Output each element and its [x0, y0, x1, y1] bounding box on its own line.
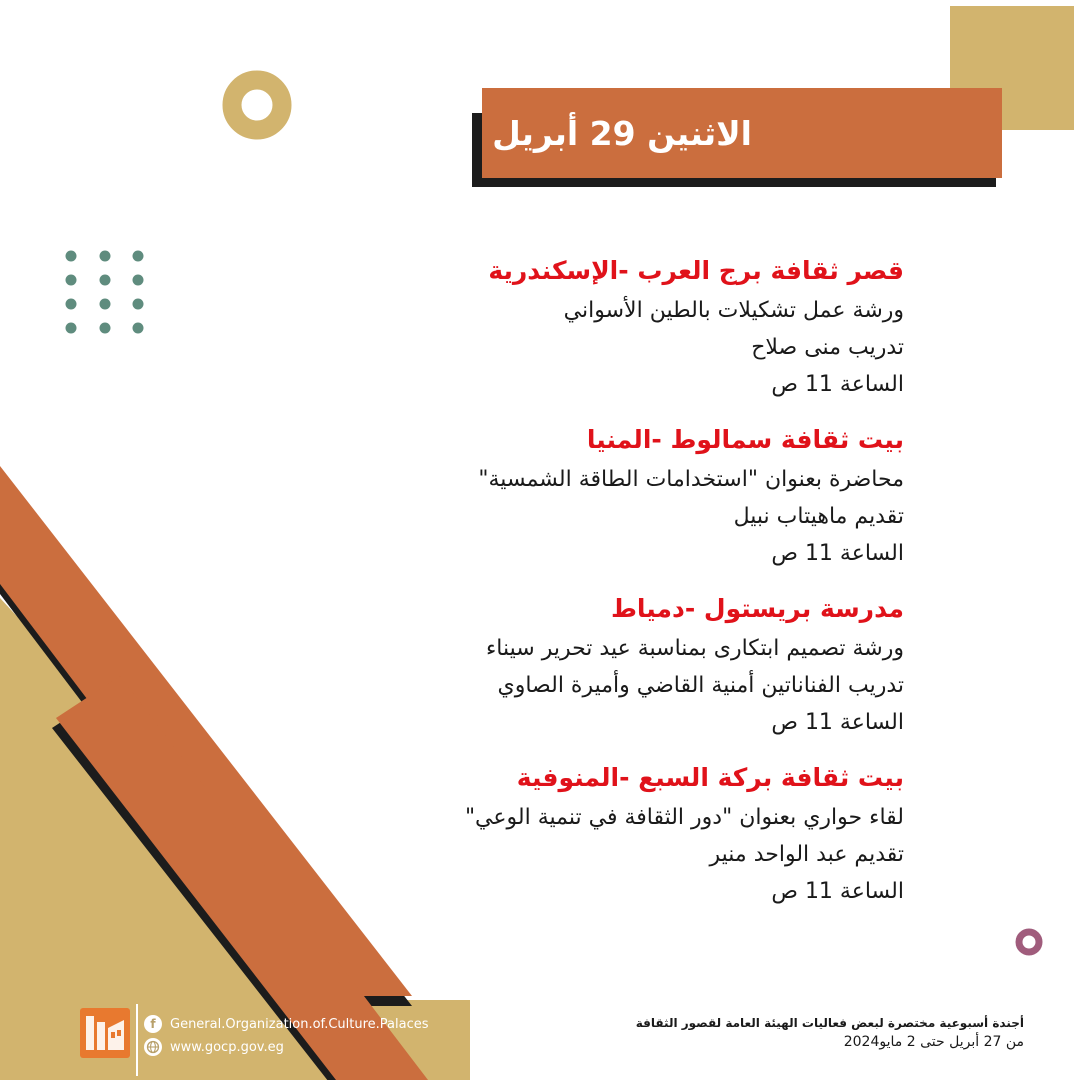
facebook-link[interactable]: [144, 1015, 429, 1033]
event-presenter: تدريب الفناناتين أمنية القاضي وأميرة الصاوي: [497, 673, 904, 698]
event-venue: بيت ثقافة بركة السبع -المنوفية: [516, 763, 904, 792]
event-activity: لقاء حواري بعنوان "دور الثقافة في تنمية الوعي": [464, 805, 904, 830]
event-activity: ورشة تصميم ابتكارى بمناسبة عيد تحرير سيناء: [485, 636, 904, 661]
event-item: [344, 419, 904, 572]
facebook-icon: f: [144, 1015, 162, 1033]
plum-ring-icon: [1019, 932, 1039, 952]
agenda-range: من 27 أبريل حتى 2 مايو2024: [843, 1034, 1024, 1050]
globe-icon: [144, 1038, 162, 1056]
event-time: الساعة 11 ص: [771, 372, 904, 397]
event-time: الساعة 11 ص: [771, 710, 904, 735]
date-title: الاثنين 29 أبريل: [492, 113, 752, 153]
agenda-title: أجندة أسبوعية مختصرة لبعض فعاليات الهيئة العامة لقصور الثقافة: [635, 1016, 1024, 1030]
agenda-note: [636, 1014, 1024, 1052]
event-time: الساعة 11 ص: [771, 879, 904, 904]
event-presenter: تدريب منى صلاح: [751, 335, 904, 360]
event-item: [344, 588, 904, 741]
event-item: [344, 250, 904, 403]
gold-ring-icon: [232, 80, 282, 130]
date-banner: [482, 88, 1002, 178]
event-presenter: تقديم عبد الواحد منير: [709, 842, 904, 867]
event-activity: ورشة عمل تشكيلات بالطين الأسواني: [563, 298, 904, 323]
event-venue: قصر ثقافة برج العرب -الإسكندرية: [488, 256, 904, 285]
website-url: www.gocp.gov.eg: [170, 1039, 284, 1055]
events-list: [344, 250, 904, 926]
event-item: [344, 757, 904, 910]
website-link[interactable]: [144, 1038, 284, 1056]
event-venue: مدرسة بريستول -دمياط: [610, 594, 904, 623]
event-venue: بيت ثقافة سمالوط -المنيا: [586, 425, 904, 454]
event-time: الساعة 11 ص: [771, 541, 904, 566]
gocp-logo-icon: [80, 1008, 130, 1058]
event-presenter: تقديم ماهيتاب نبيل: [733, 504, 904, 529]
facebook-handle: General.Organization.of.Culture.Palaces: [170, 1016, 429, 1032]
dot-grid-decoration: [66, 251, 144, 334]
footer-divider: [136, 1004, 138, 1076]
event-activity: محاضرة بعنوان "استخدامات الطاقة الشمسية": [478, 467, 904, 492]
